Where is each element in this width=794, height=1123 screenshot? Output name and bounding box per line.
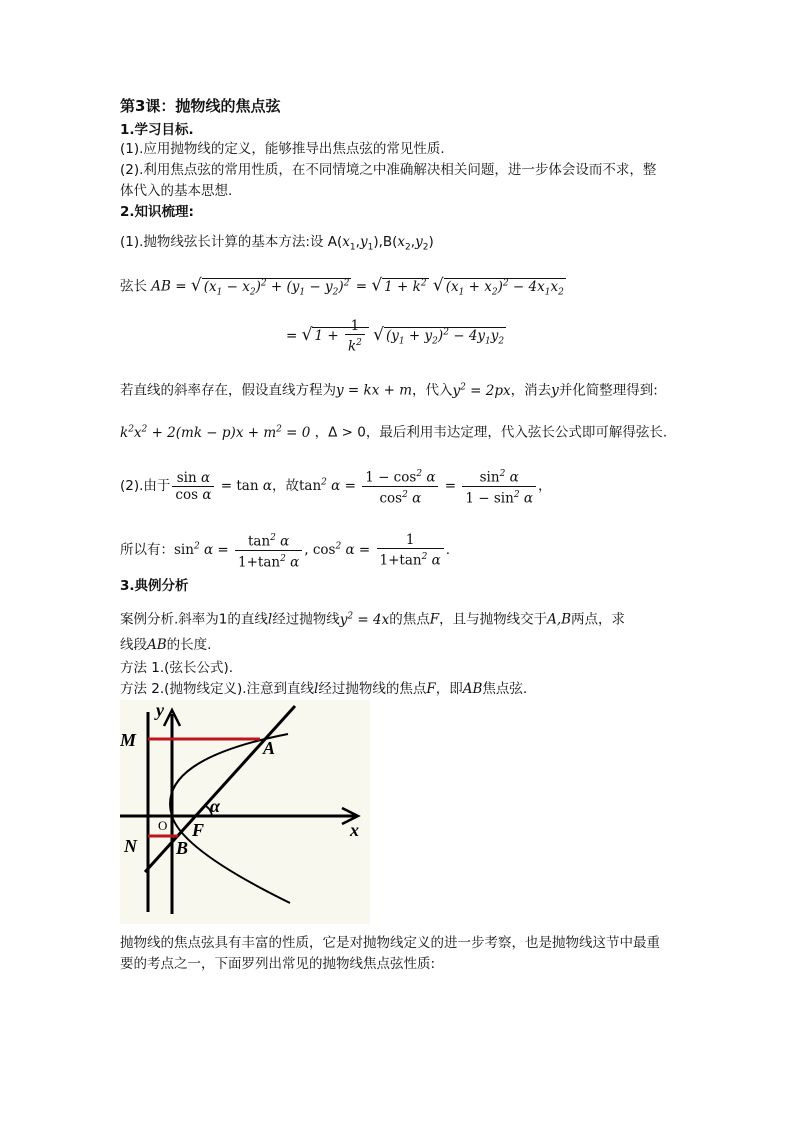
case-line-1: 案例分析.斜率为1的直线l经过抛物线$y^2 = 4x$的焦点F，且与抛物线交于A,B两点，求 [120, 611, 626, 628]
trig-identity-line: (2).由于 $\frac{\text{sin α}}{\text{cos α}}$ = tan α，故$\tan^2 \alpha$ = $\frac{1 - \cos^2 \alpha}{\cos^2 \alpha}$ = $\frac{\sin^2 \alpha}{1 - \sin^2 \alpha}$ ， [120, 466, 551, 506]
label-alpha: α [210, 796, 220, 816]
parabola-focal-chord-figure [120, 700, 370, 924]
section-1-heading: 1.学习目标. [120, 122, 194, 138]
label-F: F [192, 820, 205, 840]
case-line-2: 线段AB的长度. [120, 637, 212, 653]
case-b: 经过抛物线 [272, 611, 340, 628]
closing-line-2: 要的考点之一，下面罗列出常见的抛物线焦点弦性质: [120, 956, 436, 972]
chord-length-formula-1: 弦长 AB = √ $(x_1 - x_2)^2 + (y_1 - y_2)^2$ = √ $1 + k^2$ √ $(x_1 + x_2)^2 - 4x_1x_2$ [120, 275, 564, 298]
so-prefix: 所以有： [120, 542, 174, 558]
objective-2b: 体代入的基本思想. [120, 183, 233, 199]
case-d: ，且与抛物线交于 [439, 611, 548, 628]
label-x: x [350, 820, 359, 840]
case-g: 的长度. [166, 637, 212, 653]
quadratic-line: $k^2x^2 + 2(mk - p)x + m^2 = 0$ ，Δ > 0，最后利用韦达定理，代入弦长公式即可解得弦长. [120, 424, 668, 441]
method2-b: 经过抛物线的焦点 [318, 681, 427, 697]
quadratic-tail-text: ，最后利用韦达定理，代入弦长公式即可解得弦长. [365, 424, 668, 441]
chord-method-line [120, 233, 434, 257]
section-2-heading: 2.知识梳理: [120, 204, 194, 220]
label-B: B [176, 838, 189, 858]
slope-text-d: 并化简整理得到: [558, 382, 658, 399]
chord-method-text: (1).抛物线弦长计算的基本方法:设 [120, 234, 324, 250]
trig-prefix: (2).由于 [120, 478, 171, 494]
label-A: A [263, 738, 276, 758]
closing-line-1: 抛物线的焦点弦具有丰富的性质，它是对抛物线定义的进一步考察，也是抛物线这节中最重 [120, 935, 660, 951]
section-3-heading: 3.典例分析 [120, 578, 189, 594]
lesson-title: 第3课：抛物线的焦点弦 [120, 97, 281, 115]
method-1: 方法 1.(弦长公式). [120, 660, 233, 676]
case-e: 两点，求 [571, 611, 626, 628]
case-c: 的焦点 [389, 611, 430, 628]
label-y: y [156, 700, 164, 720]
slope-text-a: 若直线的斜率存在，假设直线方程为 [120, 382, 336, 399]
method2-d: 焦点弦. [482, 681, 528, 697]
method2-a: 方法 2.(抛物线定义).注意到直线 [120, 681, 314, 697]
point-setup-formula: $A(x_1,y_1),B(x_2,y_2)$ [327, 234, 434, 253]
so-line: 所以有：$\sin^2 \alpha$ = $\frac{\tan^2 \alpha}{1+\tan^2 \alpha}$ , $\cos^2 \alpha$ = $\frac{1}{1+\tan^2 \alpha}$ . [120, 531, 451, 570]
method-2: 方法 2.(抛物线定义).注意到直线l经过抛物线的焦点F，即AB焦点弦. [120, 681, 528, 697]
slope-line-text: 若直线的斜率存在，假设直线方程为y = kx + m，代入$y^2 = 2px$，消去y并化简整理得到: [120, 382, 658, 399]
label-N: N [124, 836, 137, 856]
trig-mid: ，故 [271, 478, 299, 494]
objective-2a: (2).利用焦点弦的常用性质，在不同情境之中准确解决相关问题，进一步体会设而不求，整 [120, 162, 657, 178]
slope-text-c: ，消去 [510, 382, 552, 399]
objective-1: (1).应用抛物线的定义，能够推导出焦点弦的常见性质. [120, 141, 445, 157]
chord-length-label: 弦长 [120, 278, 147, 295]
slope-text-b: ，代入 [412, 382, 453, 399]
case-f: 线段 [120, 637, 147, 653]
chord-length-formula-2: = √ 1 + $\frac{1}{k^2}$ √ $(y_1 + y_2)^2 - 4y_1y_2$ [286, 318, 505, 355]
method2-c: ，即 [435, 681, 463, 697]
figure-background [120, 700, 370, 924]
case-a: 案例分析.斜率为1的直线 [120, 611, 268, 628]
label-origin: O [158, 818, 168, 833]
trig-end: ， [537, 478, 552, 494]
label-M: M [120, 730, 137, 750]
